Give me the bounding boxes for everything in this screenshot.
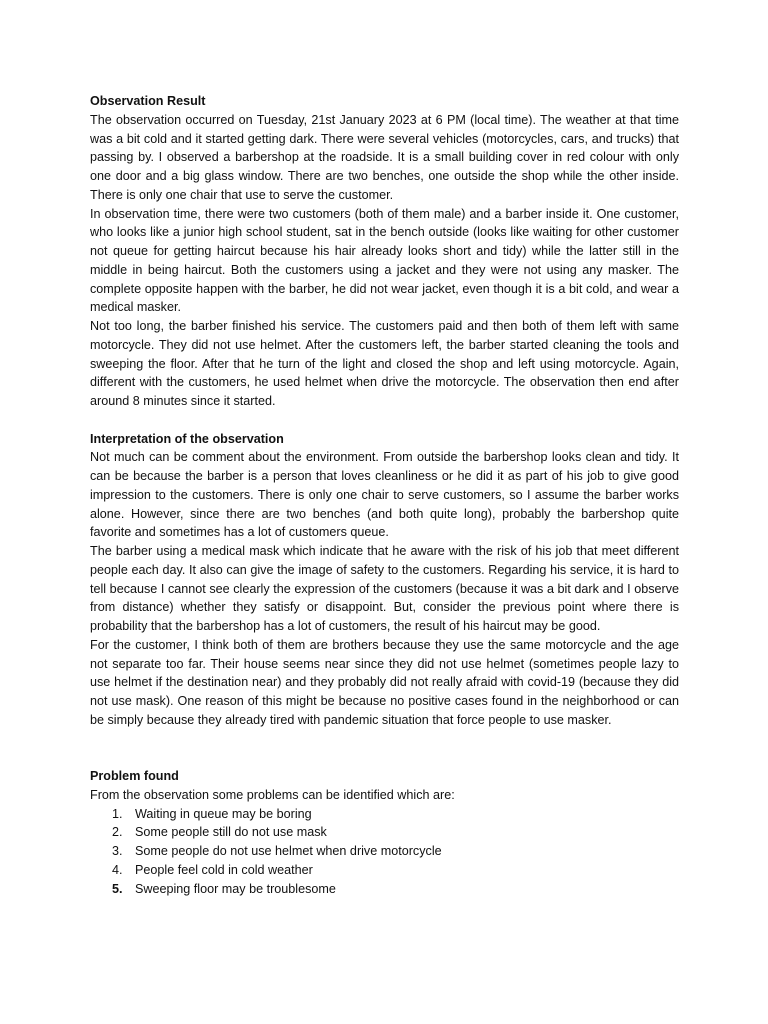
list-number: 5.: [112, 881, 123, 896]
observation-paragraph-2: In observation time, there were two customers (both of them male) and a barber inside it. One customer, who looks like a junior high school student, sat in the bench outside (looks like waiting for other customer not queue for getting haircut because his hair already looks short and tidy) while the latter still in the middle in being haircut. Both the customers using a jacket and they were not using any masker. The complete opposite happen with the barber, he did not wear jacket, even though it is a bit cold, and wear a medical masker.: [90, 206, 679, 315]
observation-paragraph-3: Not too long, the barber finished his service. The customers paid and then both of them left with same motorcycle. They did not use helmet. After the customers left, the barber started cleaning the tools and sweeping the floor. After that he turn of the light and closed the shop and left using motorcycle. Again, different with the customers, he used helmet when drive the motorcycle. The observation then end after around 8 minutes since it started.: [90, 319, 679, 408]
section-spacer: [90, 411, 679, 430]
list-item-text: People feel cold in cold weather: [135, 862, 313, 877]
list-item-text: Sweeping floor may be troublesome: [135, 881, 336, 896]
list-number: 2.: [112, 825, 123, 840]
list-item-text: Waiting in queue may be boring: [135, 806, 312, 821]
list-item-text: Some people do not use helmet when drive motorcycle: [135, 844, 442, 858]
interpretation-paragraph-2: The barber using a medical mask which indicate that he aware with the risk of his job that meet different people each day. It also can give the image of safety to the customers. Regarding his service, it is hard to tell because I cannot see clearly the expression of the customers (because it was a bit dark and I observe from distance) whether they satisfy or disappoint. But, consider the previous point where there is probability that the barbershop has a lot of customers, the result of his haircut may be good.: [90, 544, 679, 633]
interpretation-paragraph-3: For the customer, I think both of them are brothers because they use the same motorcycle and the age not separate too far. Their house seems near since they did not use helmet (sometimes people lazy to use helmet if the destination near) and they probably did not really afraid with covid-19 (because they did not use mask). One reason of this might be because no positive cases found in the neighborhood or can be simply because they already tired with pandemic situation that force people to use masker.: [90, 637, 679, 727]
problems-heading: Problem found: [90, 769, 179, 783]
list-item-text: Some people still do not use mask: [135, 825, 327, 840]
list-number: 1.: [112, 806, 123, 821]
list-number: 4.: [112, 862, 123, 877]
section-spacer: [90, 730, 679, 768]
list-item: [90, 823, 679, 842]
list-item: [90, 842, 679, 861]
problems-intro: From the observation some problems can be identified which are:: [90, 787, 455, 802]
list-item: [90, 805, 679, 824]
document-page: [90, 92, 679, 898]
problems-list: [90, 805, 679, 899]
observation-heading: Observation Result: [90, 94, 206, 108]
list-item: [90, 880, 679, 899]
interpretation-paragraph-1: Not much can be comment about the environment. From outside the barbershop looks clean and tidy. It can be because the barber is a person that loves cleanliness or he did it as part of his job to give good impression to the customers. There is only one chair to serve customers, so I assume the barber works alone. However, since there are two benches (and both quite long), probably the barbershop quite favorite and sometimes has a lot of customers queue.: [90, 450, 679, 540]
observation-paragraph-1: The observation occurred on Tuesday, 21st January 2023 at 6 PM (local time). The weather at that time was a bit cold and it started getting dark. There were several vehicles (motorcycles, cars, and trucks) that passing by. I observed a barbershop at the roadside. It is a small building cover in red colour with only one door and a big glass window. There are two benches, one outside the shop while the other inside. There is only one chair that use to serve the customer.: [90, 112, 679, 202]
list-item: [90, 861, 679, 880]
list-number: 3.: [112, 844, 123, 858]
interpretation-heading: Interpretation of the observation: [90, 431, 284, 446]
